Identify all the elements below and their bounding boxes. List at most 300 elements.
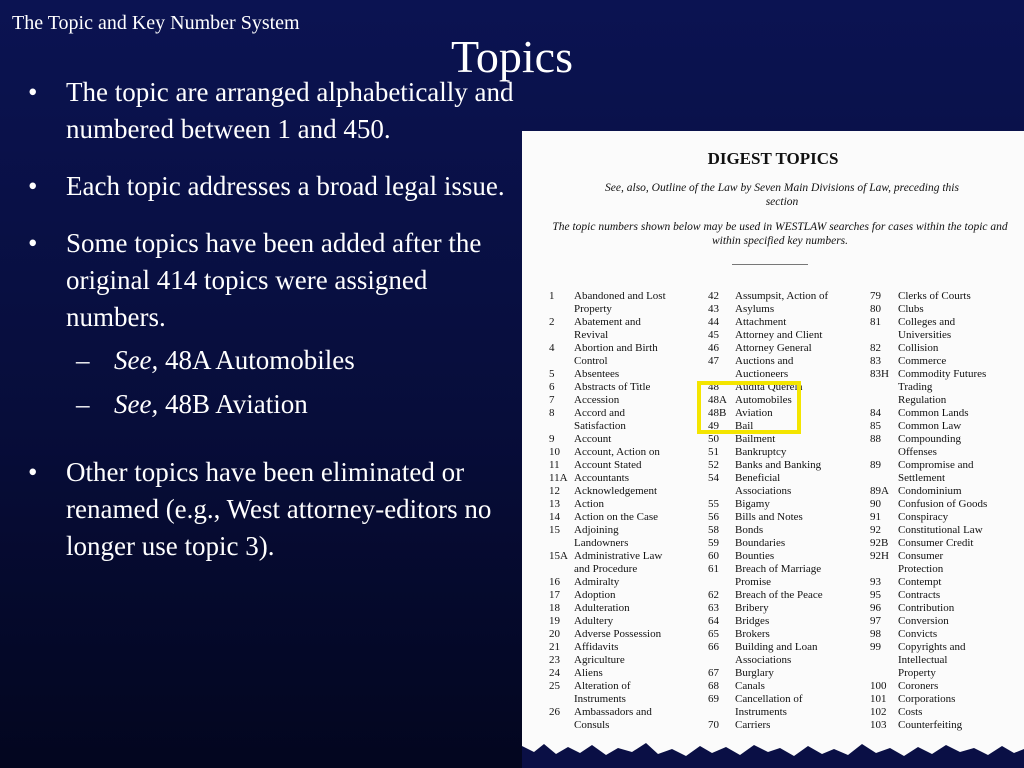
topic-name: Auctioneers	[735, 368, 789, 380]
digest-divider	[732, 264, 808, 265]
topic-row	[708, 550, 828, 563]
topic-name: Aviation	[735, 407, 773, 419]
topic-row	[708, 368, 828, 381]
topic-number: 58	[708, 524, 719, 536]
topic-row	[549, 290, 666, 303]
topic-name: Contribution	[898, 602, 955, 614]
topic-row	[549, 420, 666, 433]
topic-row	[870, 576, 987, 589]
see-signal: See,	[114, 389, 159, 419]
topic-row	[870, 290, 987, 303]
topic-name: Protection	[898, 563, 944, 575]
bullet-item	[28, 225, 518, 430]
topic-number	[870, 563, 898, 576]
topic-number: 11	[549, 459, 560, 471]
topic-number	[870, 381, 898, 394]
topic-number: 10	[549, 446, 560, 458]
torn-edge	[522, 728, 1024, 768]
topic-name: Trading	[898, 381, 933, 393]
topic-number: 6	[549, 381, 555, 393]
topic-number: 98	[870, 628, 881, 640]
topic-number: 89	[870, 459, 881, 471]
topic-number	[708, 485, 735, 498]
topic-number	[870, 667, 898, 680]
topic-row	[708, 472, 828, 485]
topic-name: Bankruptcy	[735, 446, 787, 458]
topic-name: Satisfaction	[574, 420, 626, 432]
topic-number	[708, 654, 735, 667]
topic-name: Adulteration	[574, 602, 630, 614]
topic-name: Associations	[735, 485, 792, 497]
topic-name: Account Stated	[574, 459, 642, 471]
topic-row	[870, 394, 987, 407]
topic-name: Absentees	[574, 368, 620, 380]
topic-row	[549, 342, 666, 355]
topic-name: Clerks of Courts	[898, 290, 971, 302]
topic-name: Universities	[898, 329, 952, 341]
topic-name: Boundaries	[735, 537, 786, 549]
topic-row	[549, 537, 666, 550]
topic-row	[708, 602, 828, 615]
topic-name: Abstracts of Title	[574, 381, 651, 393]
bullet-dot: •	[28, 457, 38, 487]
topic-row	[708, 433, 828, 446]
topic-number: 60	[708, 550, 719, 562]
topic-number: 17	[549, 589, 560, 601]
bullet-item	[28, 168, 518, 205]
topic-row	[708, 524, 828, 537]
bullet-dot: •	[28, 228, 38, 258]
digest-topics-clipping	[522, 131, 1024, 768]
topic-row	[870, 537, 987, 550]
topic-name: Offenses	[898, 446, 937, 458]
topic-number: 96	[870, 602, 881, 614]
topic-row	[549, 524, 666, 537]
topic-number: 92B	[870, 537, 889, 549]
topic-number: 55	[708, 498, 719, 510]
topic-number: 83	[870, 355, 881, 367]
topic-name: Constitutional Law	[898, 524, 983, 536]
topic-number: 19	[549, 615, 560, 627]
topic-row	[549, 654, 666, 667]
topic-number: 97	[870, 615, 881, 627]
topic-number: 11A	[549, 472, 568, 484]
topic-number: 99	[870, 641, 881, 653]
topic-number: 1	[549, 290, 555, 302]
topic-number: 8	[549, 407, 555, 419]
bullet-text: Some topics have been added after the original 414 topics were assigned numbers.	[66, 228, 482, 332]
topic-column-3	[870, 290, 987, 732]
topic-name: Clubs	[898, 303, 924, 315]
topic-number: 7	[549, 394, 555, 406]
topic-number: 92H	[870, 550, 889, 562]
topic-row	[549, 303, 666, 316]
topic-row	[708, 459, 828, 472]
sub-bullet-item	[28, 342, 518, 386]
topic-row	[870, 667, 987, 680]
topic-row	[870, 316, 987, 329]
topic-name: Instruments	[735, 706, 787, 718]
topic-name: Colleges and	[898, 316, 956, 328]
topic-row	[549, 615, 666, 628]
topic-number: 5	[549, 368, 555, 380]
topic-number: 48	[708, 381, 719, 393]
topic-number: 69	[708, 693, 719, 705]
topic-name: Intellectual	[898, 654, 948, 666]
topic-name: Adoption	[574, 589, 616, 601]
topic-name: Canals	[735, 680, 765, 692]
topic-name: Ambassadors and	[574, 706, 652, 718]
sub-bullet-text: 48A Automobiles	[158, 345, 355, 375]
topic-row	[870, 641, 987, 654]
topic-name: Abortion and Birth	[574, 342, 658, 354]
topic-row	[870, 615, 987, 628]
topic-number: 9	[549, 433, 555, 445]
topic-number	[549, 329, 574, 342]
topic-name: Attorney General	[735, 342, 812, 354]
topic-number: 44	[708, 316, 719, 328]
topic-name: Control	[574, 355, 608, 367]
topic-row	[708, 290, 828, 303]
topic-row	[708, 485, 828, 498]
topic-row	[870, 628, 987, 641]
topic-name: Brokers	[735, 628, 770, 640]
topic-number: 4	[549, 342, 555, 354]
topic-row	[870, 706, 987, 719]
topic-row	[870, 680, 987, 693]
topic-name: Abatement and	[574, 316, 641, 328]
sub-bullet-list	[28, 342, 518, 430]
topic-number: 15A	[549, 550, 568, 562]
bullet-text: Other topics have been eliminated or renamed (e.g., West attorney-editors no longer use topic 3).	[66, 457, 492, 561]
digest-note: The topic numbers shown below may be used in WESTLAW searches for cases within the topic and within specified key numbers.	[552, 221, 1008, 247]
topic-row	[870, 563, 987, 576]
topic-row	[708, 654, 828, 667]
topic-name: Beneficial	[735, 472, 781, 484]
topic-name: Auctions and	[735, 355, 794, 367]
topic-number	[549, 355, 574, 368]
topic-row	[708, 576, 828, 589]
topic-name: Revival	[574, 329, 609, 341]
topic-row	[708, 589, 828, 602]
topic-number: 43	[708, 303, 719, 315]
topic-number: 51	[708, 446, 719, 458]
topic-name: Adjoining	[574, 524, 619, 536]
topic-name: Adultery	[574, 615, 614, 627]
topic-number: 47	[708, 355, 719, 367]
topic-number: 24	[549, 667, 560, 679]
bullet-dot: •	[28, 77, 38, 107]
topic-row	[549, 511, 666, 524]
topic-name: Landowners	[574, 537, 629, 549]
topic-row	[549, 407, 666, 420]
topic-row	[708, 537, 828, 550]
topic-row	[549, 667, 666, 680]
topic-row	[708, 316, 828, 329]
topic-row	[708, 342, 828, 355]
slide-title: Topics	[451, 31, 573, 82]
topic-name: Accession	[574, 394, 620, 406]
topic-row	[549, 550, 666, 563]
topic-name: Counterfeiting	[898, 719, 963, 731]
topic-name: Compromise and	[898, 459, 974, 471]
topic-row	[549, 602, 666, 615]
topic-name: Accountants	[574, 472, 629, 484]
topic-number: 79	[870, 290, 881, 302]
topic-row	[549, 446, 666, 459]
topic-name: Costs	[898, 706, 923, 718]
topic-row	[708, 693, 828, 706]
topic-row	[870, 446, 987, 459]
topic-number: 25	[549, 680, 560, 692]
topic-column-2	[708, 290, 828, 732]
topic-name: Consumer Credit	[898, 537, 974, 549]
topic-row	[708, 641, 828, 654]
topic-row	[549, 459, 666, 472]
topic-number: 93	[870, 576, 881, 588]
topic-name: Banks and Banking	[735, 459, 822, 471]
topic-number: 66	[708, 641, 719, 653]
topic-number: 70	[708, 719, 719, 731]
topic-name: Commerce	[898, 355, 947, 367]
topic-name: Condominium	[898, 485, 962, 497]
topic-number: 48A	[708, 394, 727, 406]
topic-name: Agriculture	[574, 654, 625, 666]
topic-row	[708, 511, 828, 524]
topic-number: 102	[870, 706, 887, 718]
topic-number	[549, 563, 574, 576]
topic-name: Compounding	[898, 433, 961, 445]
topic-number	[870, 654, 898, 667]
topic-row	[870, 420, 987, 433]
topic-number: 64	[708, 615, 719, 627]
topic-name: Collision	[898, 342, 939, 354]
topic-name: Aliens	[574, 667, 603, 679]
topic-row	[549, 355, 666, 368]
topic-number: 68	[708, 680, 719, 692]
topic-name: Coroners	[898, 680, 939, 692]
topic-number: 100	[870, 680, 887, 692]
topic-name: Associations	[735, 654, 792, 666]
topic-name: Contempt	[898, 576, 942, 588]
topic-row	[549, 329, 666, 342]
topic-name: Conversion	[898, 615, 949, 627]
digest-see-also: See, also, Outline of the Law by Seven Main Divisions of Law, preceding this section	[605, 182, 959, 208]
bullet-text: The topic are arranged alphabetically and numbered between 1 and 450.	[66, 77, 514, 144]
topic-row	[708, 680, 828, 693]
topic-number: 89A	[870, 485, 889, 497]
topic-name: Account	[574, 433, 612, 445]
topic-number: 81	[870, 316, 881, 328]
topic-row	[870, 693, 987, 706]
topic-name: Consumer	[898, 550, 944, 562]
topic-row	[549, 394, 666, 407]
topic-row	[708, 329, 828, 342]
topic-name: Accord and	[574, 407, 626, 419]
bullet-item	[28, 454, 518, 565]
topic-name: Cancellation of	[735, 693, 803, 705]
topic-name: Building and Loan	[735, 641, 818, 653]
topic-row	[549, 628, 666, 641]
topic-number: 62	[708, 589, 719, 601]
topic-name: Alteration of	[574, 680, 631, 692]
topic-number: 2	[549, 316, 555, 328]
topic-number: 84	[870, 407, 881, 419]
topic-row	[549, 472, 666, 485]
topic-number: 13	[549, 498, 560, 510]
topic-row	[870, 654, 987, 667]
topic-row	[549, 381, 666, 394]
topic-number: 59	[708, 537, 719, 549]
topic-row	[870, 589, 987, 602]
topic-row	[549, 563, 666, 576]
topic-row	[549, 693, 666, 706]
topic-number	[870, 446, 898, 459]
topic-number: 12	[549, 485, 560, 497]
topic-row	[708, 498, 828, 511]
topic-name: Settlement	[898, 472, 946, 484]
topic-number	[549, 420, 574, 433]
topic-row	[870, 355, 987, 368]
topic-name: Confusion of Goods	[898, 498, 988, 510]
topic-number: 90	[870, 498, 881, 510]
topic-name: Bonds	[735, 524, 764, 536]
topic-row	[870, 381, 987, 394]
topic-number	[708, 368, 735, 381]
topic-number: 16	[549, 576, 560, 588]
topic-number: 26	[549, 706, 560, 718]
topic-number: 21	[549, 641, 560, 653]
topic-row	[870, 485, 987, 498]
topic-row	[708, 628, 828, 641]
slide-header: The Topic and Key Number System	[12, 12, 300, 34]
topic-row	[870, 459, 987, 472]
topic-number: 82	[870, 342, 881, 354]
sub-bullet-text: 48B Aviation	[158, 389, 308, 419]
topic-row	[549, 316, 666, 329]
topic-number: 88	[870, 433, 881, 445]
topic-row	[708, 355, 828, 368]
topic-number: 56	[708, 511, 719, 523]
topic-name: Common Lands	[898, 407, 969, 419]
topic-row	[549, 485, 666, 498]
topic-name: Convicts	[898, 628, 938, 640]
topic-number: 54	[708, 472, 719, 484]
topic-row	[870, 407, 987, 420]
topic-row	[708, 615, 828, 628]
topic-name: Asylums	[735, 303, 775, 315]
topic-number: 46	[708, 342, 719, 354]
topic-row	[870, 472, 987, 485]
topic-name: Burglary	[735, 667, 774, 679]
topic-name: Admiralty	[574, 576, 620, 588]
bullet-text: Each topic addresses a broad legal issue.	[66, 171, 505, 201]
topic-name: Property	[574, 303, 612, 315]
topic-number: 63	[708, 602, 719, 614]
topic-row	[708, 446, 828, 459]
topic-row	[708, 303, 828, 316]
topic-row	[870, 342, 987, 355]
topic-name: Commodity Futures	[898, 368, 987, 380]
topic-name: Account, Action on	[574, 446, 660, 458]
topic-number: 48B	[708, 407, 727, 419]
topic-name: Breach of the Peace	[735, 589, 823, 601]
topic-row	[870, 550, 987, 563]
see-signal: See,	[114, 345, 159, 375]
topic-name: Automobiles	[735, 394, 792, 406]
topic-row	[870, 524, 987, 537]
topic-name: Bail	[735, 420, 754, 432]
topic-number	[549, 303, 574, 316]
topic-name: Copyrights and	[898, 641, 966, 653]
topic-name: Administrative Law	[574, 550, 663, 562]
bullet-dot: •	[28, 171, 38, 201]
topic-row	[870, 433, 987, 446]
topic-number: 91	[870, 511, 881, 523]
topic-number: 18	[549, 602, 560, 614]
topic-name: Conspiracy	[898, 511, 949, 523]
topic-name: Bills and Notes	[735, 511, 803, 523]
topic-number	[708, 706, 735, 719]
topic-column-1	[549, 290, 666, 732]
digest-heading: DIGEST TOPICS	[707, 149, 839, 168]
topic-row	[549, 433, 666, 446]
topic-row	[549, 576, 666, 589]
topic-number: 85	[870, 420, 881, 432]
topic-name: Bounties	[735, 550, 775, 562]
topic-name: Adverse Possession	[574, 628, 662, 640]
topic-row	[870, 602, 987, 615]
topic-number: 23	[549, 654, 560, 666]
topic-row	[549, 498, 666, 511]
topic-name: Bailment	[735, 433, 776, 445]
topic-name: Bridges	[735, 615, 770, 627]
topic-name: Property	[898, 667, 936, 679]
topic-number: 52	[708, 459, 719, 471]
topic-number: 14	[549, 511, 560, 523]
topic-name: Bribery	[735, 602, 769, 614]
topic-name: Attorney and Client	[735, 329, 823, 341]
topic-number	[870, 394, 898, 407]
topic-number: 103	[870, 719, 887, 731]
topic-name: Action on the Case	[574, 511, 659, 523]
topic-row	[870, 329, 987, 342]
topic-name: Attachment	[735, 316, 787, 328]
topic-name: Common Law	[898, 420, 962, 432]
topic-number: 83H	[870, 368, 889, 380]
topic-number: 42	[708, 290, 719, 302]
topic-number	[549, 693, 574, 706]
topic-name: Promise	[735, 576, 772, 588]
topic-number	[549, 537, 574, 550]
topic-row	[549, 589, 666, 602]
topic-name: Acknowledgement	[574, 485, 658, 497]
topic-name: Action	[574, 498, 604, 510]
topic-row	[870, 368, 987, 381]
sub-bullet-dash: –	[76, 345, 90, 375]
topic-number	[870, 472, 898, 485]
sub-bullet-dash: –	[76, 389, 90, 419]
topic-name: Corporations	[898, 693, 956, 705]
topic-name: Audita Querela	[735, 381, 803, 393]
topic-name: Bigamy	[735, 498, 770, 510]
topic-row	[870, 511, 987, 524]
topic-number: 45	[708, 329, 719, 341]
topic-row	[870, 303, 987, 316]
topic-row	[549, 641, 666, 654]
topic-name: Instruments	[574, 693, 626, 705]
topic-number: 80	[870, 303, 881, 315]
